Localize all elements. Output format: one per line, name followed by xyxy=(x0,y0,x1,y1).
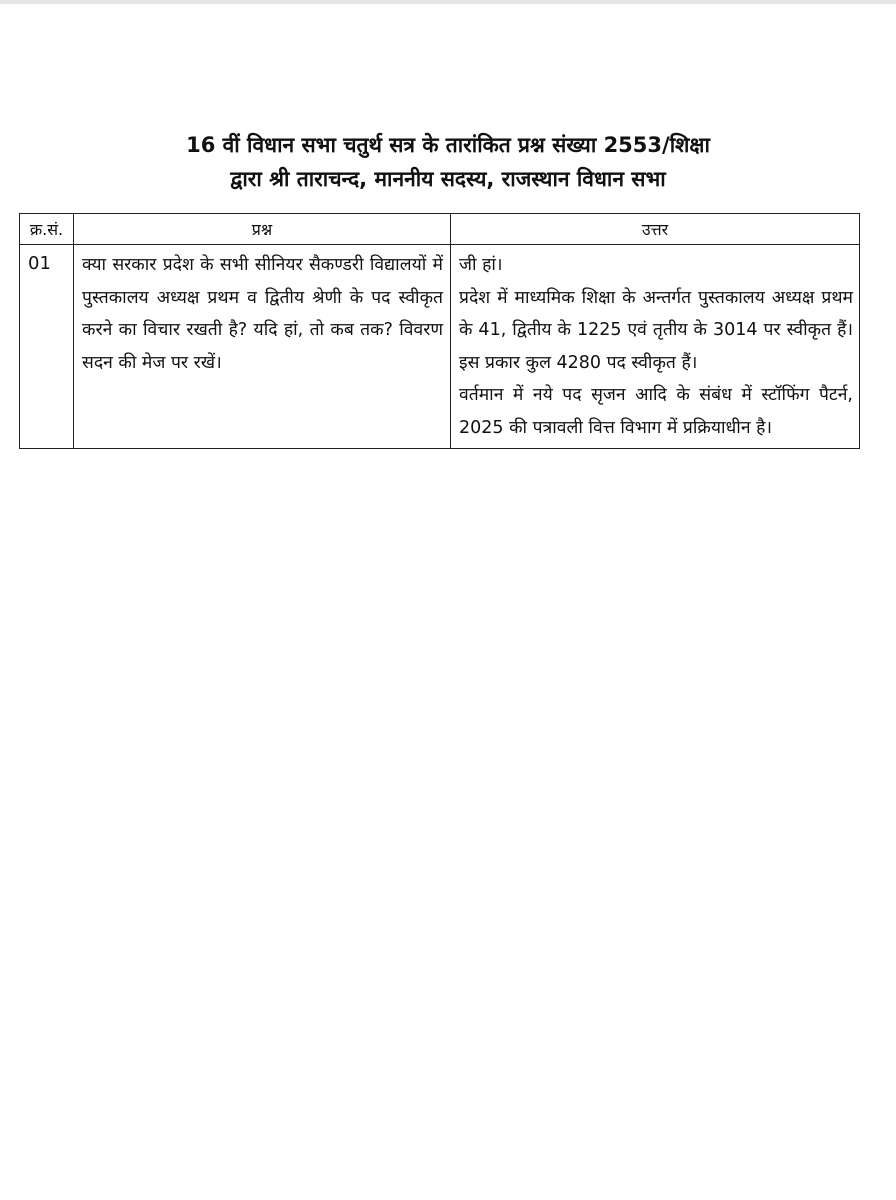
header-question: प्रश्न xyxy=(74,214,451,245)
heading-line-2: द्वारा श्री ताराचन्द, माननीय सदस्य, राजस्थान विधान सभा xyxy=(230,167,666,191)
row-question: क्या सरकार प्रदेश के सभी सीनियर सैकण्डरी विद्यालयों में पुस्तकालय अध्यक्ष प्रथम व द्वितीय श्रेणी के पद स्वीकृत करने का विचार रखती है? यदि हां, तो कब तक? विवरण सदन की मेज पर रखें। xyxy=(74,245,451,449)
document-heading xyxy=(0,128,896,196)
table-header-row xyxy=(20,214,860,245)
row-answer xyxy=(451,245,860,449)
row-serial: 01 xyxy=(20,245,74,449)
header-answer: उत्तर xyxy=(451,214,860,245)
answer-paragraph-1: प्रदेश में माध्यमिक शिक्षा के अन्तर्गत पुस्तकालय अध्यक्ष प्रथम के 41, द्वितीय के 1225 एवं तृतीय के 3014 पर स्वीकृत हैं। इस प्रकार कुल 4280 पद स्वीकृत हैं। xyxy=(459,287,853,373)
answer-paragraph-2: वर्तमान में नये पद सृजन आदि के संबंध में स्टॉफिंग पैटर्न, 2025 की पत्रावली वित्त विभाग में प्रक्रियाधीन है। xyxy=(459,385,853,438)
header-serial: क्र.सं. xyxy=(20,214,74,245)
question-answer-table xyxy=(19,213,860,449)
table-row xyxy=(20,245,860,449)
answer-line-1: जी हां। xyxy=(459,255,503,275)
page-top-edge xyxy=(0,0,896,4)
heading-line-1: 16 वीं विधान सभा चतुर्थ सत्र के तारांकित प्रश्न संख्या 2553/शिक्षा xyxy=(186,133,710,157)
